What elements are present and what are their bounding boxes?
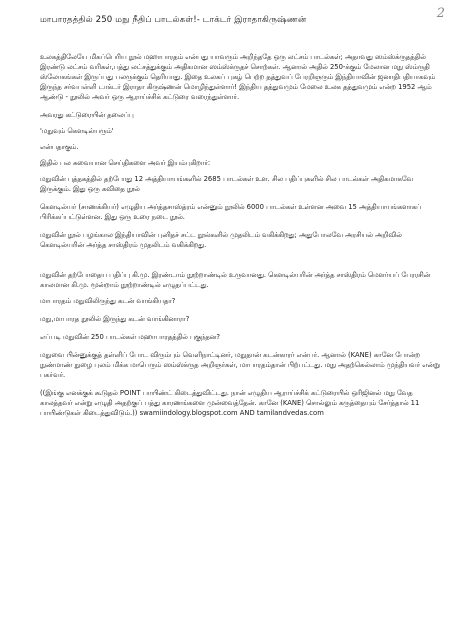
paragraph-news-intro: இதில் பல சுவையான செய்திகளை அவர் இயம்புகிறார்: bbox=[40, 159, 211, 167]
paragraph-kane: மநுவை பின்னுக்குத் தள்ளிப் போட விரும்பும் வெளிநாட்டினர், மநுதான் கடன்காரர் என்பர். ஆனால் (KANE) கானே போன்ற நுண்மாண் நுழை புலம் மிக்க மாபெரும் ஸம்ஸ்க்ருத அறிஞர்கள், மாபாரதம்தான் பிற்பட்டது. மநு அதற்கெல்லாம் முந்தியவர் என்று பகர்வர். bbox=[40, 351, 440, 379]
article-body bbox=[40, 14, 445, 418]
paragraph-essay-title: 'மநுவும் கௌடில்யரும்' bbox=[40, 127, 114, 135]
question-3: எப்படி மநுவின் 250 பாடல்கள் மஹாபாரதத்தில் புகுந்தன? bbox=[40, 333, 220, 341]
paragraph-manu-book: மநுவின் புத்தகத்தில் தற்போது 12 அத்தியாயங்களில் 2685 பாடல்கள் உள. சில பதிப்புகளில் சில பாடல்கள் அதிகமாகவே இருக்கும். இது ஒரு கவிதை நூல் bbox=[40, 175, 414, 193]
paragraph-enpathagum: என்பதாகும். bbox=[40, 143, 79, 151]
paragraph-dating: மநுவின் தற்போதைய பதிப்பு கி.மு. இரண்டாம் நூற்றாண்டில் உருவானது. கௌடில்யரின் அர்த்த சாஸ்திரம் மௌர்யப் பேரரசின் காலமான கி.மு. மூன்றாம் நூற்றாண்டில் எழுதப்பட்டது. bbox=[40, 271, 431, 289]
paragraph-title-heading: அவரது கட்டுரையின் தலைப்பு bbox=[40, 111, 134, 119]
page-number-mark: 2 bbox=[436, 6, 445, 21]
paragraph-kautilya: கௌடில்யர் (சாணக்கியர்) எழுதிய அர்த்தசாஸ்த்ரம் என்னும் நூலில் 6000 பாடல்கள் உள்ளன அவை 15 அத்தியாயங்களாகப் பிரிக்கப்பட்டுள்ளன. இது ஒரு உரை நடை நூல். bbox=[40, 203, 422, 221]
paragraph-author-note: ((இங்கு எனக்குக் கூடுதல் POINT பாயிண்ட் கிடைத்துவிட்டது. நான் எழுதிய ஆராய்ச்சிக் கட்டுரையில் ஒரிஜினல் மநு வேத காலத்தவர் என்று எழுதி அதற்குப் பத்து காரணங்களை முன்வைத்தேன். கானே (KANE) சொல்லும் கருத்தையும் சேர்த்தால் 11 பாயிண்டுகள் கிடைத்துவிடும்.)) swamiindology.blogspot.com AND tamilandvedas.com bbox=[40, 389, 420, 417]
question-1: மாபாரதம் மநுவிலிருந்து கடன் வாங்கியதா? bbox=[40, 297, 176, 305]
paragraph-intro: உலகத்திலேயே மிகப்பெரிய நூல் மஹாபாரதம் என்பது யாவரும் அறிந்ததே ஒரு லட்சம் பாடல்கள்; அதாவது ஸம்ஸ்க்ருதத்தில் இரண்டு லட்சம் வரிகள்,பத்து லட்சத்துக்கும் அதிகமான ஸம்ஸ்க்ருதச் சொற்கள். ஆனால் அதில் 250-க்கும் மேலான மநு ஸ்ம்ருதி ஸ்லோகங்கள் இருப்பது பலருக்கும் தெரியாது. இதை உலகப் புகழ் பெற்ற தத்துவப் பேரறிஞரும் இந்தியாவின் ஜனாதிபதியாகவும் இருந்த சர்வபள்ளி டாக்டர் இராதா கிருஷ்ணன் மொழிந்துள்ளார்! இந்திய தத்துவமும் மேலை உலக தத்துவமும் என்ற 1952 ஆம் ஆண்டு - நூலில் அவர் ஒரு ஆராய்ச்சிக் கட்டுரை வரைந்துள்ளார். bbox=[40, 53, 436, 101]
paragraph-first-place: மநுவின் நூல் பழங்கால இந்தியாவின் புனிதச் சட்ட நூல்களில் முதலிடம் வகிக்கிறது; அதுபோலவே அரசியல் அறிவில் கௌடில்யரின் அர்த்த சாஸ்திரம் முதலிடம் வகிக்கிறது. bbox=[40, 231, 402, 249]
article-title: மாபாரதத்தில் 250 மநு நீதிப் பாடல்கள்!- டாக்டர் இராதாகிருஷ்ணன் bbox=[40, 15, 307, 25]
question-2: மநு,மாபாரத நூலில் இருந்து கடன் வாங்கினாரா? bbox=[40, 315, 190, 323]
